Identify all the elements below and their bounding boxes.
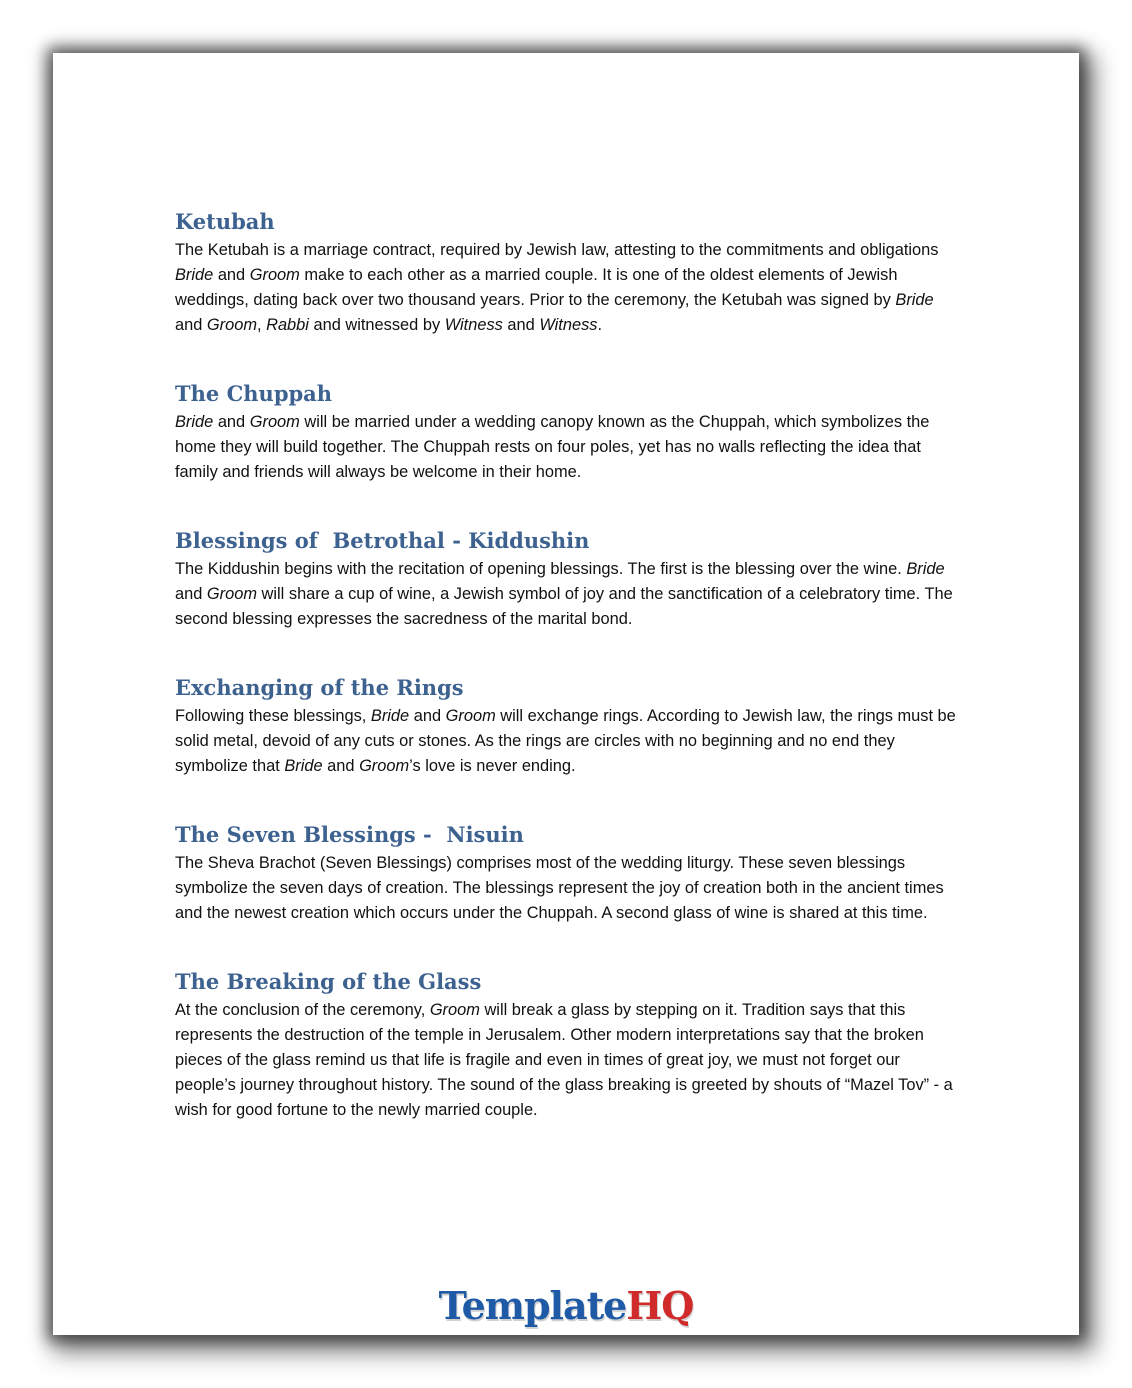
section-heading: The Seven Blessings - Nisuin	[175, 822, 524, 847]
section-paragraph	[175, 557, 960, 632]
section	[175, 821, 960, 926]
italic-run: Bride	[284, 757, 323, 775]
text-run: make to each other as a married couple. It is one of the oldest elements of Jewish weddings, dating back over two thousand years. Prior to the ceremony, the Ketubah was signed by	[175, 266, 898, 309]
text-run: At the conclusion of the ceremony,	[175, 1001, 430, 1019]
section-paragraph	[175, 998, 960, 1123]
text-run: Following these blessings,	[175, 707, 371, 725]
italic-run: Groom	[429, 1001, 480, 1019]
document-page	[53, 53, 1079, 1335]
section-paragraph	[175, 410, 960, 485]
templatehq-logo	[53, 1282, 1079, 1330]
section-paragraph	[175, 238, 960, 338]
section-heading: The Breaking of the Glass	[175, 969, 482, 994]
italic-run: Bride	[895, 291, 934, 309]
text-run: and witnessed by	[308, 316, 445, 334]
text-run: will exchange rings. According to Jewish law, the rings must be solid metal, devoid of any cuts or stones. As the rings are circles with no beginning and no end they symbolize that	[175, 707, 956, 775]
italic-run: Witness	[444, 316, 503, 334]
section	[175, 527, 960, 632]
section-heading: Ketubah	[175, 209, 275, 234]
text-run: will be married under a wedding canopy known as the Chuppah, which symbolizes the home they will build together. The Chuppah rests on four poles, yet has no walls reflecting the idea that family and friends will always be welcome in their home.	[175, 413, 930, 481]
italic-run: Bride	[906, 560, 945, 578]
italic-run: Bride	[175, 413, 214, 431]
italic-run: Witness	[539, 316, 598, 334]
text-run: The Ketubah is a marriage contract, required by Jewish law, attesting to the commitments and obligations	[175, 241, 939, 259]
text-run: ’s love is never ending.	[409, 757, 576, 775]
text-run: and	[213, 266, 250, 284]
text-run: The Sheva Brachot (Seven Blessings) comprises most of the wedding liturgy. These seven blessings symbolize the seven days of creation. The blessings represent the joy of creation both in the ancient times and the newest creation which occurs under the Chuppah. A second glass of wine is shared at this time.	[175, 854, 944, 922]
logo-text-template: Template	[438, 1283, 627, 1328]
italic-run: Groom	[249, 266, 300, 284]
section	[175, 968, 960, 1123]
text-run: The Kiddushin begins with the recitation of opening blessings. The first is the blessing over the wine.	[175, 560, 907, 578]
section-heading: The Chuppah	[175, 381, 333, 406]
text-run: and	[409, 707, 446, 725]
italic-run: Groom	[206, 585, 257, 603]
document-content	[175, 208, 960, 1165]
italic-run: Bride	[175, 266, 214, 284]
section	[175, 380, 960, 485]
italic-run: Rabbi	[266, 316, 309, 334]
text-run: and	[175, 585, 207, 603]
section-paragraph	[175, 704, 960, 779]
text-run: and	[213, 413, 250, 431]
italic-run: Groom	[206, 316, 257, 334]
section	[175, 208, 960, 338]
logo-text-hq: HQ	[626, 1283, 694, 1328]
section-heading: Exchanging of the Rings	[175, 675, 464, 700]
text-run: will share a cup of wine, a Jewish symbol of joy and the sanctification of a celebratory time. The second blessing expresses the sacredness of the marital bond.	[175, 585, 953, 628]
text-run: will break a glass by stepping on it. Tradition says that this represents the destruction of the temple in Jerusalem. Other modern interpretations say that the broken pieces of the glass remind us that life is fragile and even in times of great joy, we must not forget our people’s journey throughout history. The sound of the glass breaking is greeted by shouts of “Mazel Tov” - a wish for good fortune to the newly married couple.	[175, 1001, 953, 1119]
text-run: ,	[257, 316, 267, 334]
section	[175, 674, 960, 779]
text-run: and	[175, 316, 207, 334]
text-run: and	[502, 316, 540, 334]
italic-run: Bride	[370, 707, 410, 725]
italic-run: Groom	[249, 413, 300, 431]
italic-run: Groom	[359, 757, 410, 775]
section-heading: Blessings of Betrothal - Kiddushin	[175, 528, 590, 553]
text-run: .	[597, 316, 603, 334]
section-paragraph	[175, 851, 960, 926]
text-run: and	[322, 757, 360, 775]
italic-run: Groom	[445, 707, 496, 725]
